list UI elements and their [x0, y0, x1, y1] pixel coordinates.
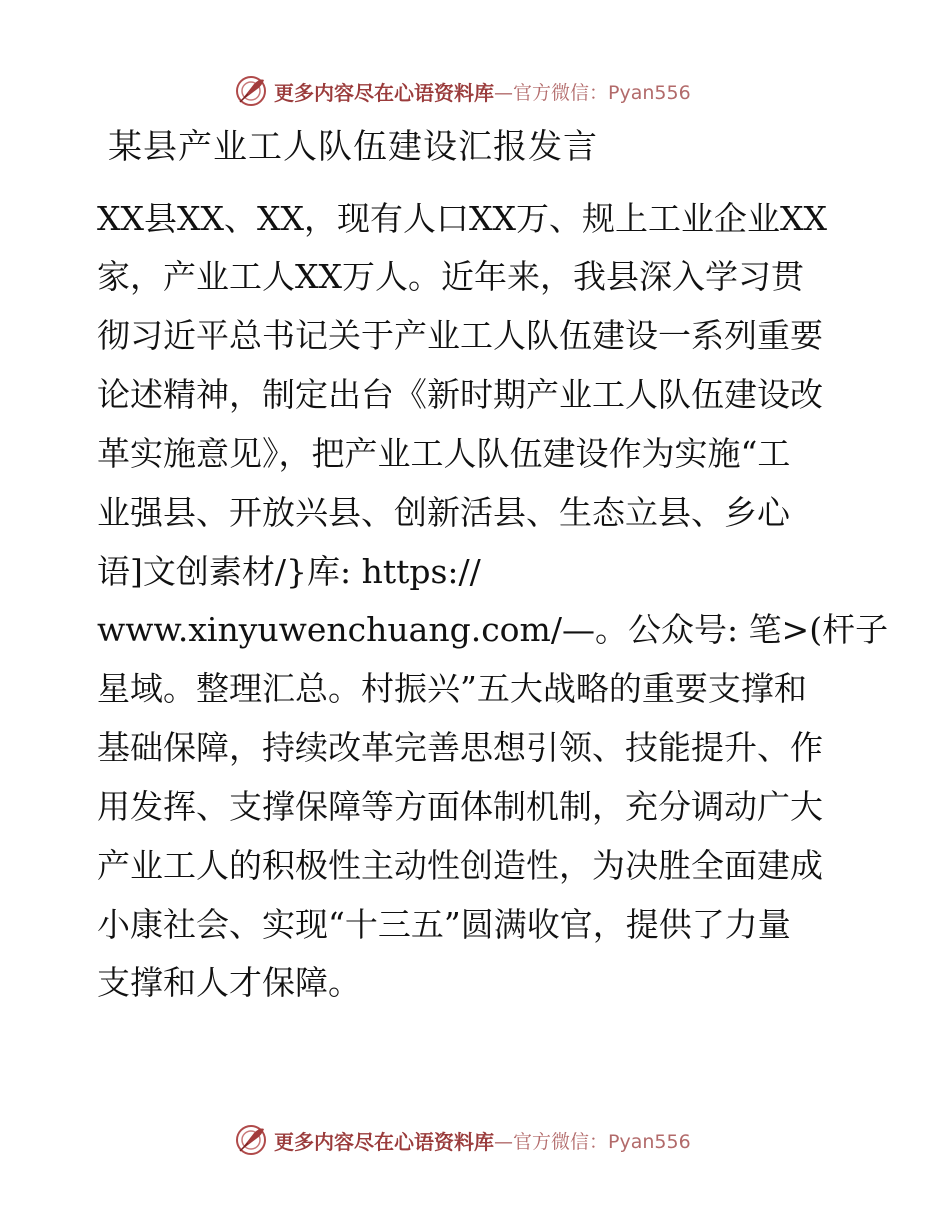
quill-pen-icon: [234, 1123, 268, 1157]
body-line: 产业工人的积极性主动性创造性，为决胜全面建成: [97, 846, 823, 885]
body-line: 用发挥、支撑保障等方面体制机制，充分调动广大: [97, 787, 823, 826]
body-line: XX县XX、XX，现有人口XX万、规上工业企业XX: [97, 199, 827, 238]
body-line: 彻习近平总书记关于产业工人队伍建设一系列重要: [97, 316, 823, 355]
body-line: 星域。整理汇总。村振兴”五大战略的重要支撑和: [97, 669, 807, 708]
quill-pen-icon: [234, 74, 268, 108]
document-title: 某县产业工人队伍建设汇报发言: [108, 127, 598, 167]
header-banner: [234, 71, 691, 111]
body-line: 小康社会、实现“十三五”圆满收官，提供了力量: [97, 905, 791, 944]
body-line: www.xinyuwenchuang.com/—。公众号: 笔>(杆子: [97, 610, 889, 649]
body-line: 基础保障，持续改革完善思想引领、技能提升、作: [97, 728, 823, 767]
body-line: 论述精神，制定出台《新时期产业工人队伍建设改: [97, 375, 823, 414]
footer-banner: [234, 1120, 691, 1160]
body-line: 革实施意见》，把产业工人队伍建设作为实施“工: [97, 434, 791, 473]
body-line: 家，产业工人XX万人。近年来，我县深入学习贯: [97, 257, 804, 296]
banner-brand-text: 更多内容尽在心语资料库: [274, 1129, 494, 1154]
body-line: 语]文创素材/}库: https://: [97, 552, 481, 591]
banner-wechat-text: —官方微信：Pyan556: [494, 81, 691, 104]
banner-wechat-text: —官方微信：Pyan556: [494, 1130, 691, 1153]
banner-brand-text: 更多内容尽在心语资料库: [274, 80, 494, 105]
body-line: 业强县、开放兴县、创新活县、生态立县、乡心: [97, 493, 790, 532]
body-line: 支撑和人才保障。: [97, 963, 361, 1002]
